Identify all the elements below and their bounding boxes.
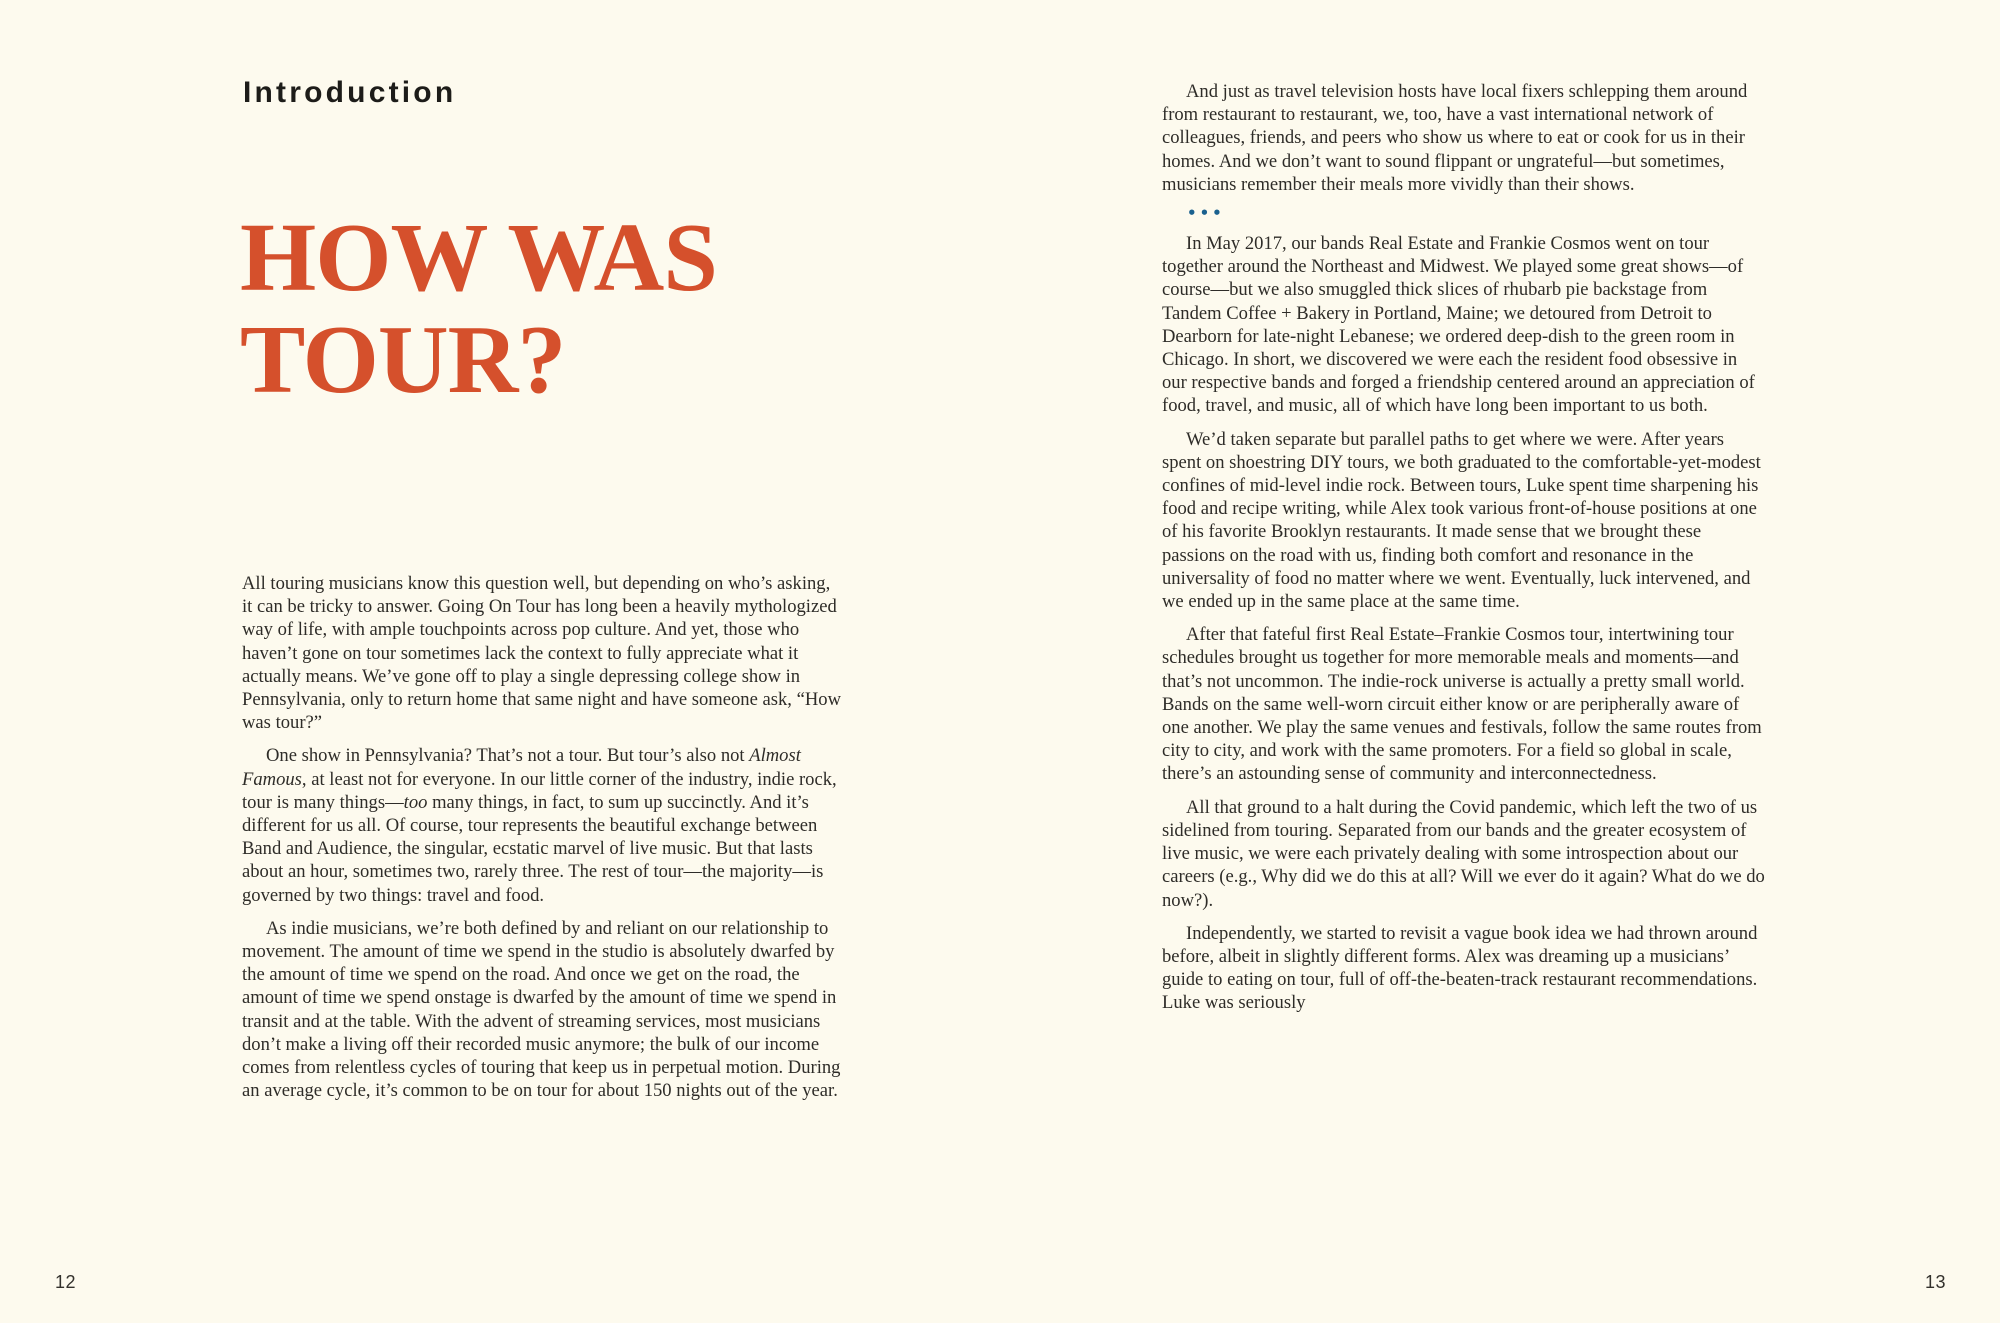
page-number-left: 12 [55, 1272, 77, 1292]
paragraph: All touring musicians know this question well, but depending on who’s asking, it can be tricky to answer. Going On Tour has long been a heavily mythologized way of life, with ample touchpoints across pop culture. And yet, those who haven’t gone on tour sometimes lack the context to fully appreciate what it actually means. We’ve gone off to play a single depressing college show in Pennsylvania, only to return home that same night and have someone ask, “How was tour?” [242, 573, 841, 734]
paragraph: One show in Pennsylvania? That’s not a tour. But tour’s also not Almost Famous, at least not for everyone. In our little corner of the industry, indie rock, tour is many things—too many things, in fact, to sum up succinctly. And it’s different for us all. Of course, tour represents the beautiful exchange between Band and Audience, the singular, ecstatic marvel of live music. But that lasts about an hour, sometimes two, rarely three. The rest of tour—the majority—is governed by two things: travel and food. [242, 745, 837, 906]
chapter-title-line-2: TOUR? [240, 306, 566, 414]
paragraph: All that ground to a halt during the Covid pandemic, which left the two of us sidelined from touring. Separated from our bands and the greater ecosystem of live music, we were each privately dealing with some introspection about our careers (e.g., Why did we do this at all? Will we ever do it again? What do we do now?). [1162, 796, 1765, 911]
left-body-text [242, 572, 844, 1102]
page-number-right: 13 [1925, 1272, 1947, 1292]
chapter-title [240, 204, 717, 414]
paragraph: As indie musicians, we’re both defined by and reliant on our relationship to movement. The amount of time we spend in the studio is absolutely dwarfed by the amount of time we spend on the road. And once we get on the road, the amount of time we spend onstage is dwarfed by the amount of time we spend in transit and at the table. With the advent of streaming services, most musicians don’t make a living off their recorded music anymore; the bulk of our income comes from relentless cycles of touring that keep us in perpetual motion. During an average cycle, it’s common to be on tour for about 150 nights out of the year. [242, 917, 841, 1102]
paragraph: Independently, we started to revisit a vague book idea we had thrown around before, albeit in slightly different forms. Alex was dreaming up a musicians’ guide to eating on tour, full of off-the-beaten-track restaurant recommendations. Luke was seriously [1162, 922, 1758, 1014]
paragraph: We’d taken separate but parallel paths to get where we were. After years spent on shoestring DIY tours, we both graduated to the comfortable-yet-modest confines of mid-level indie rock. Between tours, Luke spent time sharpening his food and recipe writing, while Alex took various front-of-house positions at one of his favorite Brooklyn restaurants. It made sense that we brought these passions on the road with us, finding both comfort and resonance in the universality of food no matter where we went. Eventually, luck intervened, and we ended up in the same place at the same time. [1162, 428, 1761, 613]
right-body-text [1162, 80, 1766, 1015]
right-body-top [1162, 80, 1766, 196]
paragraph: After that fateful first Real Estate–Frankie Cosmos tour, intertwining tour schedules brought us together for more memorable meals and moments—and that’s not uncommon. The indie-rock universe is actually a pretty small world. Bands on the same well-worn circuit either know or are peripherally aware of one another. We play the same venues and festivals, follow the same routes from city to city, and work with the same promoters. For a field so global in scale, there’s an astounding sense of community and interconnectedness. [1162, 624, 1762, 785]
paragraph: And just as travel television hosts have local fixers schlepping them around from restaurant to restaurant, we, too, have a vast international network of colleagues, friends, and peers who show us where to eat or cook for us in their homes. And we don’t want to sound flippant or ungrateful—but sometimes, musicians remember their meals more vividly than their shows. [1162, 81, 1748, 195]
chapter-kicker: Introduction [243, 76, 457, 109]
paragraph: In May 2017, our bands Real Estate and Frankie Cosmos went on tour together around the Northeast and Midwest. We played some great shows—of course—but we also smuggled thick slices of rhubarb pie backstage from Tandem Coffee + Bakery in Portland, Maine; we detoured from Detroit to Dearborn for late-night Lebanese; we ordered deep-dish to the green room in Chicago. In short, we discovered we were each the resident food obsessive in our respective bands and forged a friendship centered around an appreciation of food, travel, and music, all of which have long been important to us both. [1162, 233, 1755, 417]
chapter-title-line-1: HOW WAS [240, 204, 717, 312]
section-break-dots: ••• [1187, 204, 1225, 223]
right-body-bottom [1162, 232, 1766, 1015]
